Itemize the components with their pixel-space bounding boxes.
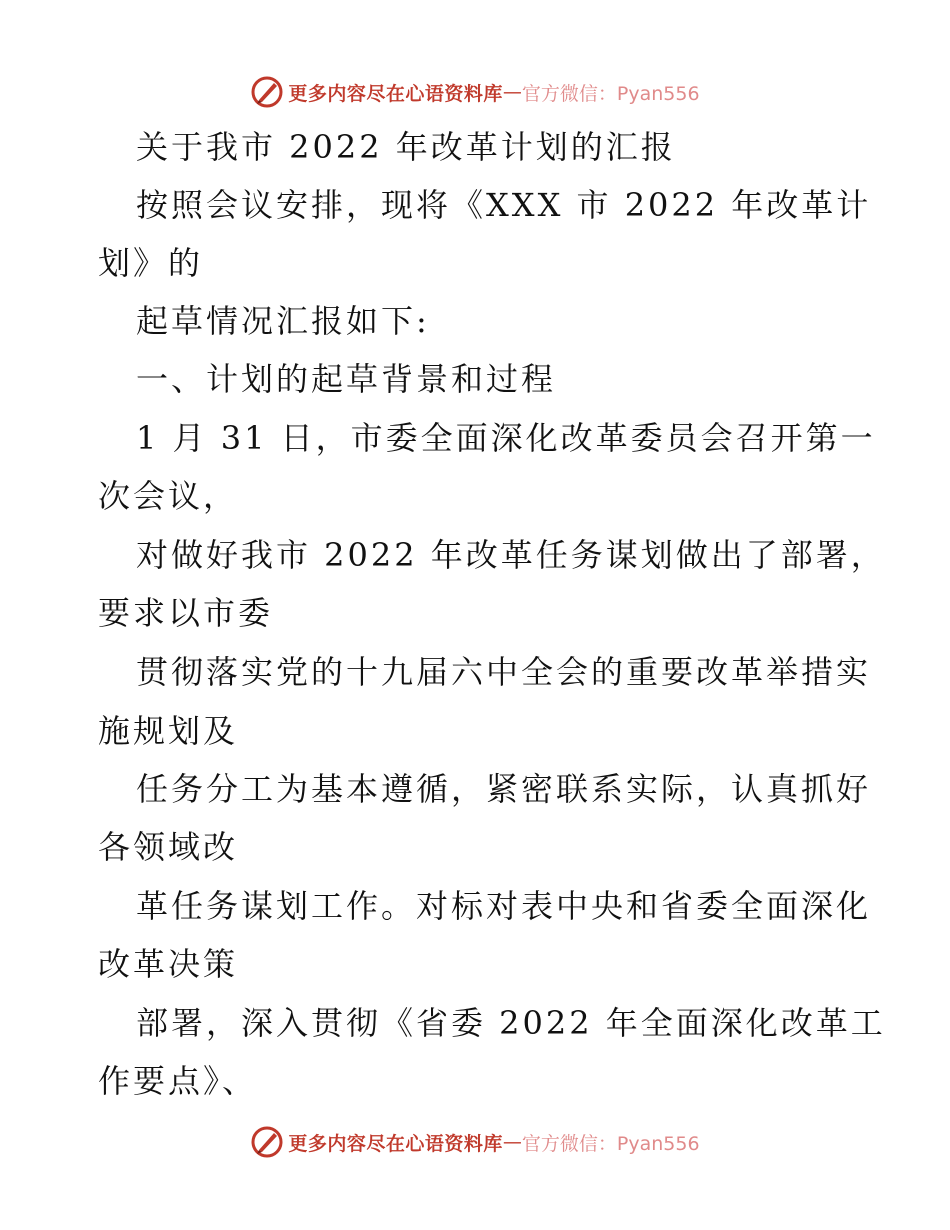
paragraph-line: 起草情况汇报如下: xyxy=(136,302,430,340)
quill-pen-logo-icon xyxy=(250,75,284,109)
paragraph-line: 划》的 xyxy=(98,244,204,282)
watermark-separator: — xyxy=(502,81,522,103)
section-heading: 一、计划的起草背景和过程 xyxy=(136,360,557,398)
paragraph-line: 施规划及 xyxy=(98,712,239,750)
paragraph-line: 对做好我市 2022 年改革任务谋划做出了部署， xyxy=(136,536,886,574)
paragraph-line: 按照会议安排，现将《XXX 市 2022 年改革计 xyxy=(136,186,872,224)
document-title: 关于我市 2022 年改革计划的汇报 xyxy=(136,128,676,166)
paragraph-line: 作要点》、 xyxy=(98,1062,258,1100)
paragraph-line: 1 月 31 日，市委全面深化改革委员会召开第一 xyxy=(136,419,876,457)
paragraph-line: 各领域改 xyxy=(98,828,239,866)
header-watermark xyxy=(0,72,950,112)
watermark-contact-text: 官方微信：Pyan556 xyxy=(521,82,700,105)
watermark-separator: — xyxy=(502,1131,522,1153)
watermark-contact-text: 官方微信：Pyan556 xyxy=(521,1132,700,1155)
paragraph-line: 部署，深入贯彻《省委 2022 年全面深化改革工 xyxy=(136,1004,886,1042)
watermark-site-text: 更多内容尽在心语资料库 xyxy=(288,82,503,105)
paragraph-line: 改革决策 xyxy=(98,945,239,983)
paragraph-line: 贯彻落实党的十九届六中全会的重要改革举措实 xyxy=(136,653,872,691)
paragraph-line: 任务分工为基本遵循，紧密联系实际，认真抓好 xyxy=(136,770,872,808)
paragraph-line: 要求以市委 xyxy=(98,594,274,632)
watermark-site-text: 更多内容尽在心语资料库 xyxy=(288,1132,503,1155)
paragraph-line: 革任务谋划工作。对标对表中央和省委全面深化 xyxy=(136,887,872,925)
paragraph-line: 次会议， xyxy=(98,477,239,515)
quill-pen-logo-icon xyxy=(250,1125,284,1159)
footer-watermark xyxy=(0,1122,950,1162)
